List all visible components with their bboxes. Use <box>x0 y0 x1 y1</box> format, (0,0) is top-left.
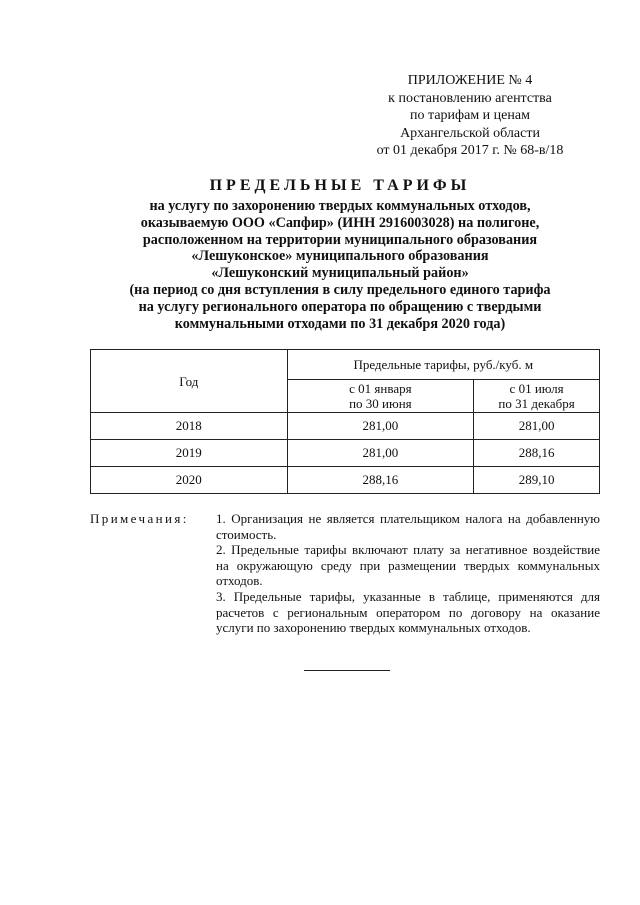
period-first-half-header: с 01 января по 30 июня <box>287 380 474 413</box>
note-item: 3. Предельные тарифы, указанные в таблице, применяются для расчетов с региональным оператором по договору на оказание услуги по захоронению твердых коммунальных отходов. <box>216 588 600 636</box>
tariff-cell: 281,00 <box>287 440 474 467</box>
notes-body <box>216 511 600 636</box>
subtitle-line: расположенном на территории муниципального образования <box>142 231 538 248</box>
year-cell: 2020 <box>91 467 288 494</box>
tariff-cell: 288,16 <box>287 467 474 494</box>
year-cell: 2018 <box>91 413 288 440</box>
subtitle-line: на услугу по захоронению твердых коммунальных отходов, <box>149 198 531 214</box>
closing-rule <box>304 670 390 671</box>
tariff-column-header: Предельные тарифы, руб./куб. м <box>287 350 599 380</box>
note-item: 1. Организация не является плательщиком налога на добавленную стоимость. <box>216 511 600 542</box>
year-column-header: Год <box>91 350 288 413</box>
tariff-table <box>90 349 600 494</box>
note-item: 2. Предельные тарифы включают плату за негативное воздействие на окружающую среду при размещении твердых коммунальных отходов. <box>216 542 600 589</box>
tariff-cell: 288,16 <box>474 440 600 467</box>
appendix-line: ПРИЛОЖЕНИЕ № 4 <box>407 73 533 88</box>
subtitle-line: коммунальными отходами по 31 декабря 2020 года) <box>174 315 506 332</box>
notes-label: Примечания: <box>90 511 189 526</box>
table-row <box>91 467 600 494</box>
table-row <box>91 413 600 440</box>
subtitle-line: «Лешуконское» муниципального образования <box>191 248 489 265</box>
tariff-cell: 289,10 <box>474 467 600 494</box>
document-title: ПРЕДЕЛЬНЫЕ ТАРИФЫ <box>209 177 471 194</box>
appendix-header <box>340 72 600 160</box>
tariff-cell: 281,00 <box>287 413 474 440</box>
appendix-line: к постановлению агентства <box>388 90 552 106</box>
tariff-cell: 281,00 <box>474 413 600 440</box>
document-title-block <box>90 175 590 332</box>
appendix-line: от 01 декабря 2017 г. № 68-в/18 <box>376 143 564 159</box>
document-subtitle <box>90 198 590 332</box>
table-row <box>91 440 600 467</box>
subtitle-line: (на период со дня вступления в силу предельного единого тарифа <box>129 281 551 298</box>
year-cell: 2019 <box>91 440 288 467</box>
subtitle-line: оказываемую ООО «Сапфир» (ИНН 2916003028) на полигоне, <box>140 214 540 231</box>
subtitle-line: «Лешуконский муниципальный район» <box>211 265 469 282</box>
period-second-half-header: с 01 июля по 31 декабря <box>474 380 600 413</box>
subtitle-line: на услугу регионального оператора по обращению с твердыми <box>138 298 542 315</box>
appendix-line: Архангельской области <box>400 125 540 141</box>
appendix-line: по тарифам и ценам <box>410 108 530 124</box>
